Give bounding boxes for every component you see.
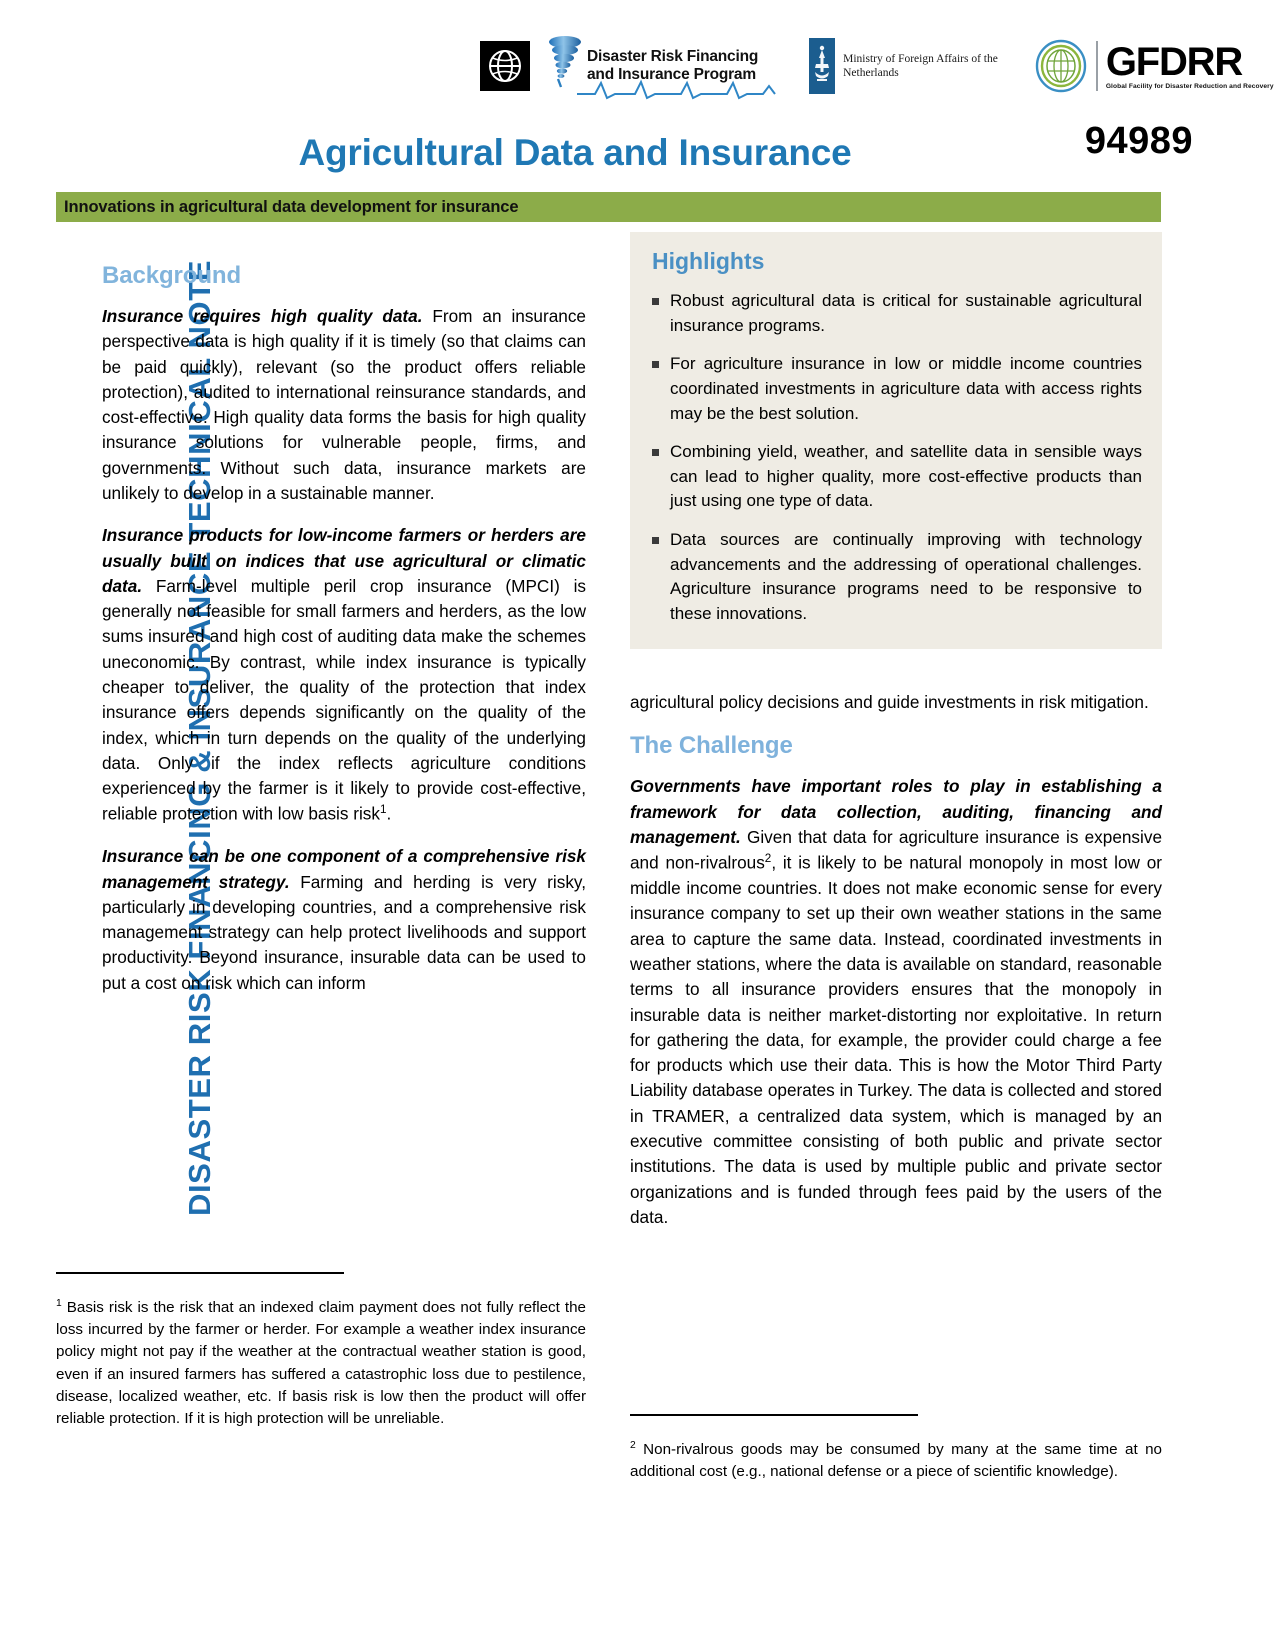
world-bank-logo [480, 41, 530, 91]
list-item [650, 352, 1142, 426]
background-text-2: Farm-level multiple peril crop insurance (MPCI) is generally not feasible for small farmers and herders, as the low sums insured and high cost of auditing data make the schemes uneconomic. By contrast, while index insurance is typically cheaper to deliver, the quality of the protection that index insurance offers depends significantly on the quality of the index, which in turn depends on the quality of the underlying data. Only if the index reflects agriculture conditions experienced by the farmer is it likely to provide cost-effective, reliable protection with low basis risk [102, 575, 586, 825]
background-text-3: Farming and herding is very risky, particularly in developing countries, and a comprehensive risk management strategy can help protect livelihoods and support productivity. Beyond insurance, insurable data can be used to put a cost on risk which can inform [102, 871, 586, 993]
challenge-paragraph [630, 774, 1162, 1230]
netherlands-mfa-text [843, 52, 998, 81]
footnote-text-2: Non-rivalrous goods may be consumed by many at the same time at no additional cost (e.g., national defense or a piece of scientific knowledge). [630, 1441, 1162, 1481]
drfip-line-1: Disaster Risk Financing [587, 47, 759, 65]
subtitle-bar [56, 192, 1161, 222]
background-lead-1: Insurance requires high quality data. [102, 306, 423, 326]
footnote-divider [630, 1414, 918, 1416]
gfdrr-logo [1034, 39, 1274, 93]
bullet-square-icon [652, 537, 659, 544]
bullet-square-icon [652, 361, 659, 368]
list-item [650, 289, 1142, 338]
left-footnote-block [56, 1272, 586, 1430]
right-footnote-block [630, 1414, 1162, 1483]
highlight-text: For agriculture insurance in low or middle income countries coordinated investments in agriculture data with access rights may be the best solution. [670, 354, 1142, 423]
footnote-marker-1: 1 [56, 1298, 62, 1309]
netherlands-crest-icon [809, 38, 835, 94]
gfdrr-tagline: Global Facility for Disaster Reduction and Recovery [1105, 82, 1274, 90]
background-lead-3: Insurance can be one component of a comprehensive risk management strategy. [102, 846, 586, 892]
highlight-text: Combining yield, weather, and satellite data in sensible ways can lead to higher quality, more cost-effective products than just using one type of data. [670, 442, 1142, 511]
challenge-text: Given that data for agriculture insurance is expensive and non-rivalrous [630, 826, 1162, 873]
document-number: 94989 [1084, 120, 1193, 162]
footnote-1 [56, 1296, 586, 1430]
challenge-tail: , it is likely to be natural monopoly in most low or middle income countries. It does not make economic sense for every insurance company to set up their own weather stations in the same area to capture the same data. Instead, coordinated investments in weather stations, where the data is available on standard, reasonable terms to all insurance providers ensures that the monopoly in insurable data is neither market-distorting nor exploitative. In return for gathering the data, for example, the provider could charge a fee for products which use their data. This is how the Motor Third Party Liability database operates in Turkey. The data is collected and stored in TRAMER, a centralized data system, which is managed by an executive committee consisting of both public and private sector institutions. The data is used by multiple public and private sector organizations and is funded through fees paid by the users of the data. [630, 852, 1162, 1227]
logo-bar [480, 28, 1274, 104]
footnote-marker-2: 2 [630, 1440, 636, 1451]
list-item [650, 440, 1142, 514]
footnote-2 [630, 1438, 1162, 1483]
drfip-line-2: and Insurance Program [587, 66, 756, 83]
netherlands-mfa-logo [809, 38, 998, 94]
page-title: Agricultural Data and Insurance [298, 132, 852, 173]
highlight-text: Data sources are continually improving with technology advancements and the addressing of operational challenges. Agriculture insurance programs need to be responsive to these innovations. [670, 530, 1142, 624]
challenge-lead: Governments have important roles to play in establishing a framework for data collection, auditing, financing and management. [630, 776, 1162, 847]
highlights-box [630, 232, 1162, 649]
heartbeat-line [577, 74, 777, 102]
list-item [650, 528, 1142, 627]
highlight-text: Robust agricultural data is critical for sustainable agricultural insurance programs. [670, 291, 1142, 335]
nl-line-2: Netherlands [843, 67, 899, 79]
bullet-square-icon [652, 449, 659, 456]
footnote-ref-1: 1 [379, 803, 387, 817]
highlights-heading: Highlights [652, 248, 765, 274]
background-column [102, 262, 586, 996]
background-paragraph-2 [102, 523, 586, 827]
vertical-series-label: DISASTER RISK FINANCING & INSURANCE TECHNICAL NOTE [182, 259, 217, 1217]
bullet-square-icon [652, 298, 659, 305]
subtitle-text: Innovations in agricultural data development for insurance [64, 197, 519, 216]
continuation-paragraph: agricultural policy decisions and guide investments in risk mitigation. [630, 692, 1149, 712]
background-paragraph-3 [102, 844, 586, 996]
footnote-divider [56, 1272, 344, 1274]
highlights-list [650, 289, 1142, 627]
background-heading: Background [102, 262, 242, 289]
nl-line-1: Ministry of Foreign Affairs of the [843, 52, 998, 65]
footnote-ref-2: 2 [764, 852, 772, 866]
gfdrr-wordmark: GFDRR [1105, 39, 1243, 84]
gfdrr-globe-icon [1034, 39, 1088, 93]
footnote-text-1: Basis risk is the risk that an indexed claim payment does not fully reflect the loss incurred by the farmer or herder. For example a weather index insurance policy might not pay if the weather at the contractual weather station is good, even if an insured farmers has suffered a catastrophic loss due to pestilence, disease, localized weather, etc. If basis risk is low then the product will offer reliable protection. If it is high protection will be unreliable. [56, 1299, 586, 1427]
challenge-heading: The Challenge [630, 732, 793, 760]
challenge-column [630, 690, 1162, 1230]
gfdrr-divider [1096, 41, 1098, 91]
background-text-1: From an insurance perspective data is high quality if it is timely (so that claims can be paid quickly), relevant (so the product offers reliable protection), audited to international reinsurance standards, and cost-effective. High quality data forms the basis for high quality insurance solutions for vulnerable people, firms, and governments. Without such data, insurance markets are unlikely to develop in a sustainable manner. [102, 306, 586, 503]
background-tail-2: . [386, 804, 392, 825]
background-paragraph-1 [102, 304, 586, 506]
background-lead-2: Insurance products for low-income farmers or herders are usually built on indices that use agricultural or climatic data. [102, 525, 586, 596]
